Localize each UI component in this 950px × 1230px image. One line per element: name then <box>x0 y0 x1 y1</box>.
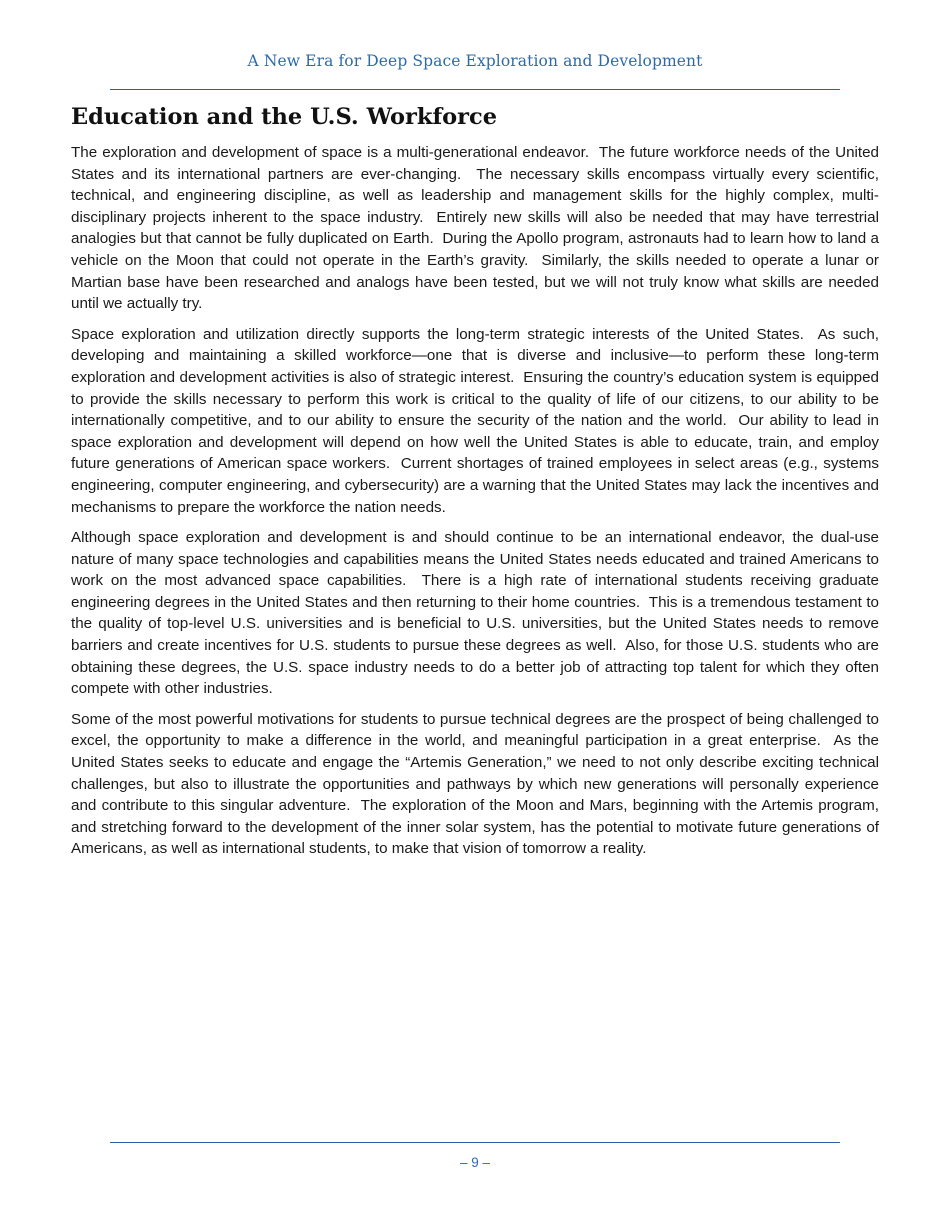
page-number: – 9 – <box>459 1155 491 1170</box>
header-divider <box>110 89 840 90</box>
paragraph-1: The exploration and development of space is a multi-generational endeavor. The future workforce needs of the United States and its international partners are ever-changing. The necessary skills encompass virtually every scientific, technical, and engineering discipline, as well as leadership and management skills for the highly complex, multi-disciplinary projects inherent to the space industry. Entirely new skills will also be needed that may have terrestrial analogies but that cannot be fully duplicated on Earth. During the Apollo program, astronauts had to learn how to land a vehicle on the Moon that could not operate in the Earth’s gravity. Similarly, the skills needed to operate a lunar or Martian base have been researched and analogs have been tested, but we will not truly know what skills are needed until we actually try. <box>71 144 884 313</box>
footer-divider <box>110 1142 840 1143</box>
section-title: Education and the U.S. Workforce <box>71 104 498 130</box>
running-header: A New Era for Deep Space Exploration and Development <box>247 52 703 70</box>
paragraph-3: Although space exploration and development is and should continue to be an international endeavor, the dual-use nature of many space technologies and capabilities means the United States needs educated and trained Americans to work on the most advanced space capabilities. There is a high rate of international students receiving graduate engineering degrees in the United States and then returning to their home countries. This is a tremendous testament to the quality of top-level U.S. universities and is beneficial to U.S. universities, but the United States needs to remove barriers and create incentives for U.S. students to pursue these degrees as well. Also, for those U.S. students who are obtaining these degrees, the U.S. space industry needs to do a better job of attracting top talent for which they often compete with other industries. <box>71 529 884 698</box>
paragraph-4: Some of the most powerful motivations for students to pursue technical degrees are the prospect of being challenged to excel, the opportunity to make a difference in the world, and meaningful participation in a great enterprise. As the United States seeks to educate and engage the “Artemis Generation,” we need to not only describe exciting technical challenges, but also to illustrate the opportunities and pathways by which new generations will personally experience and contribute to this singular adventure. The exploration of the Moon and Mars, beginning with the Artemis program, and stretching forward to the development of the inner solar system, has the potential to motivate future generations of Americans, as well as international students, to make that vision of tomorrow a reality. <box>71 710 884 858</box>
paragraph-2: Space exploration and utilization directly supports the long-term strategic interests of the United States. As such, developing and maintaining a skilled workforce—one that is diverse and inclusive—to perform these long-term exploration and development activities is also of strategic interest. Ensuring the country’s education system is equipped to provide the skills necessary to perform this work is critical to the quality of life of our citizens, to our ability to be internationally competitive, and to our ability to ensure the security of the nation and the world. Our ability to lead in space exploration and development will depend on how well the United States is able to educate, train, and employ future generations of American space workers. Current shortages of trained employees in select areas (e.g., systems engineering, computer engineering, and cybersecurity) are a warning that the United States may lack the incentives and mechanisms to prepare the workforce the nation needs. <box>71 325 884 516</box>
page-content <box>71 100 884 869</box>
